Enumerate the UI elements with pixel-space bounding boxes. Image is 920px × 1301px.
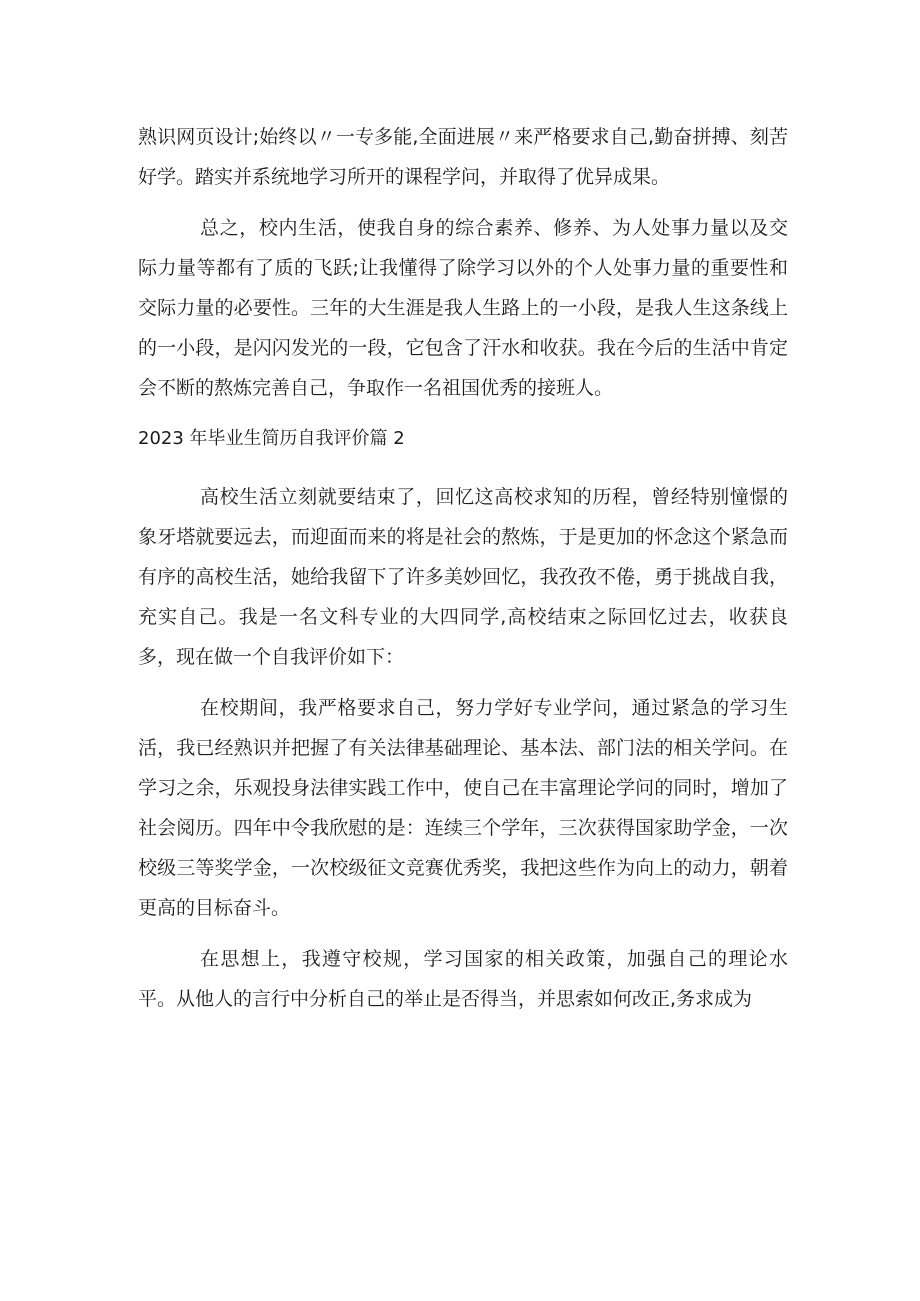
paragraph-study: 在校期间，我严格要求自己，努力学好专业学问，通过紧急的学习生活，我已经熟识并把握了有关法律基础理论、基本法、部门法的相关学问。在学习之余，乐观投身法律实践工作中，使自己在丰富理论学问的同时，增加了社会阅历。四年中令我欣慰的是：连续三个学年，三次获得国家助学金，一次校级三等奖学金，一次校级征文竞赛优秀奖，我把这些作为向上的动力，朝着更高的目标奋斗。 [138,697,788,919]
document-body [138,117,788,1030]
section-heading: 2023 年毕业生简历自我评价篇 2 [138,428,405,449]
paragraph-thought: 在思想上，我遵守校规，学习国家的相关政策，加强自己的理论水平。从他人的言行中分析自己的举止是否得当，并思索如何改正,务求成为 [138,948,788,1010]
paragraph-intro: 高校生活立刻就要结束了，回忆这高校求知的历程，曾经特别憧憬的象牙塔就要远去，而迎面而来的将是社会的熬炼，于是更加的怀念这个紧急而有序的高校生活，她给我留下了许多美妙回忆，我孜孜不倦，勇于挑战自我，充实自己。我是一名文科专业的大四同学,高校结束之际回忆过去，收获良多，现在做一个自我评价如下： [138,486,788,668]
paragraph-continuation: 熟识网页设计;始终以〃一专多能,全面进展〃来严格要求自己,勤奋拼搏、刻苦好学。踏实并系统地学习所开的课程学问，并取得了优异成果。 [138,126,788,188]
paragraph-summary: 总之，校内生活，使我自身的综合素养、修养、为人处事力量以及交际力量等都有了质的飞跃;让我懂得了除学习以外的个人处事力量的重要性和交际力量的必要性。三年的大生涯是我人生路上的一小段，是我人生这条线上的一小段，是闪闪发光的一段，它包含了汗水和收获。我在今后的生活中肯定会不断的熬炼完善自己，争取作一名祖国优秀的接班人。 [138,217,788,399]
